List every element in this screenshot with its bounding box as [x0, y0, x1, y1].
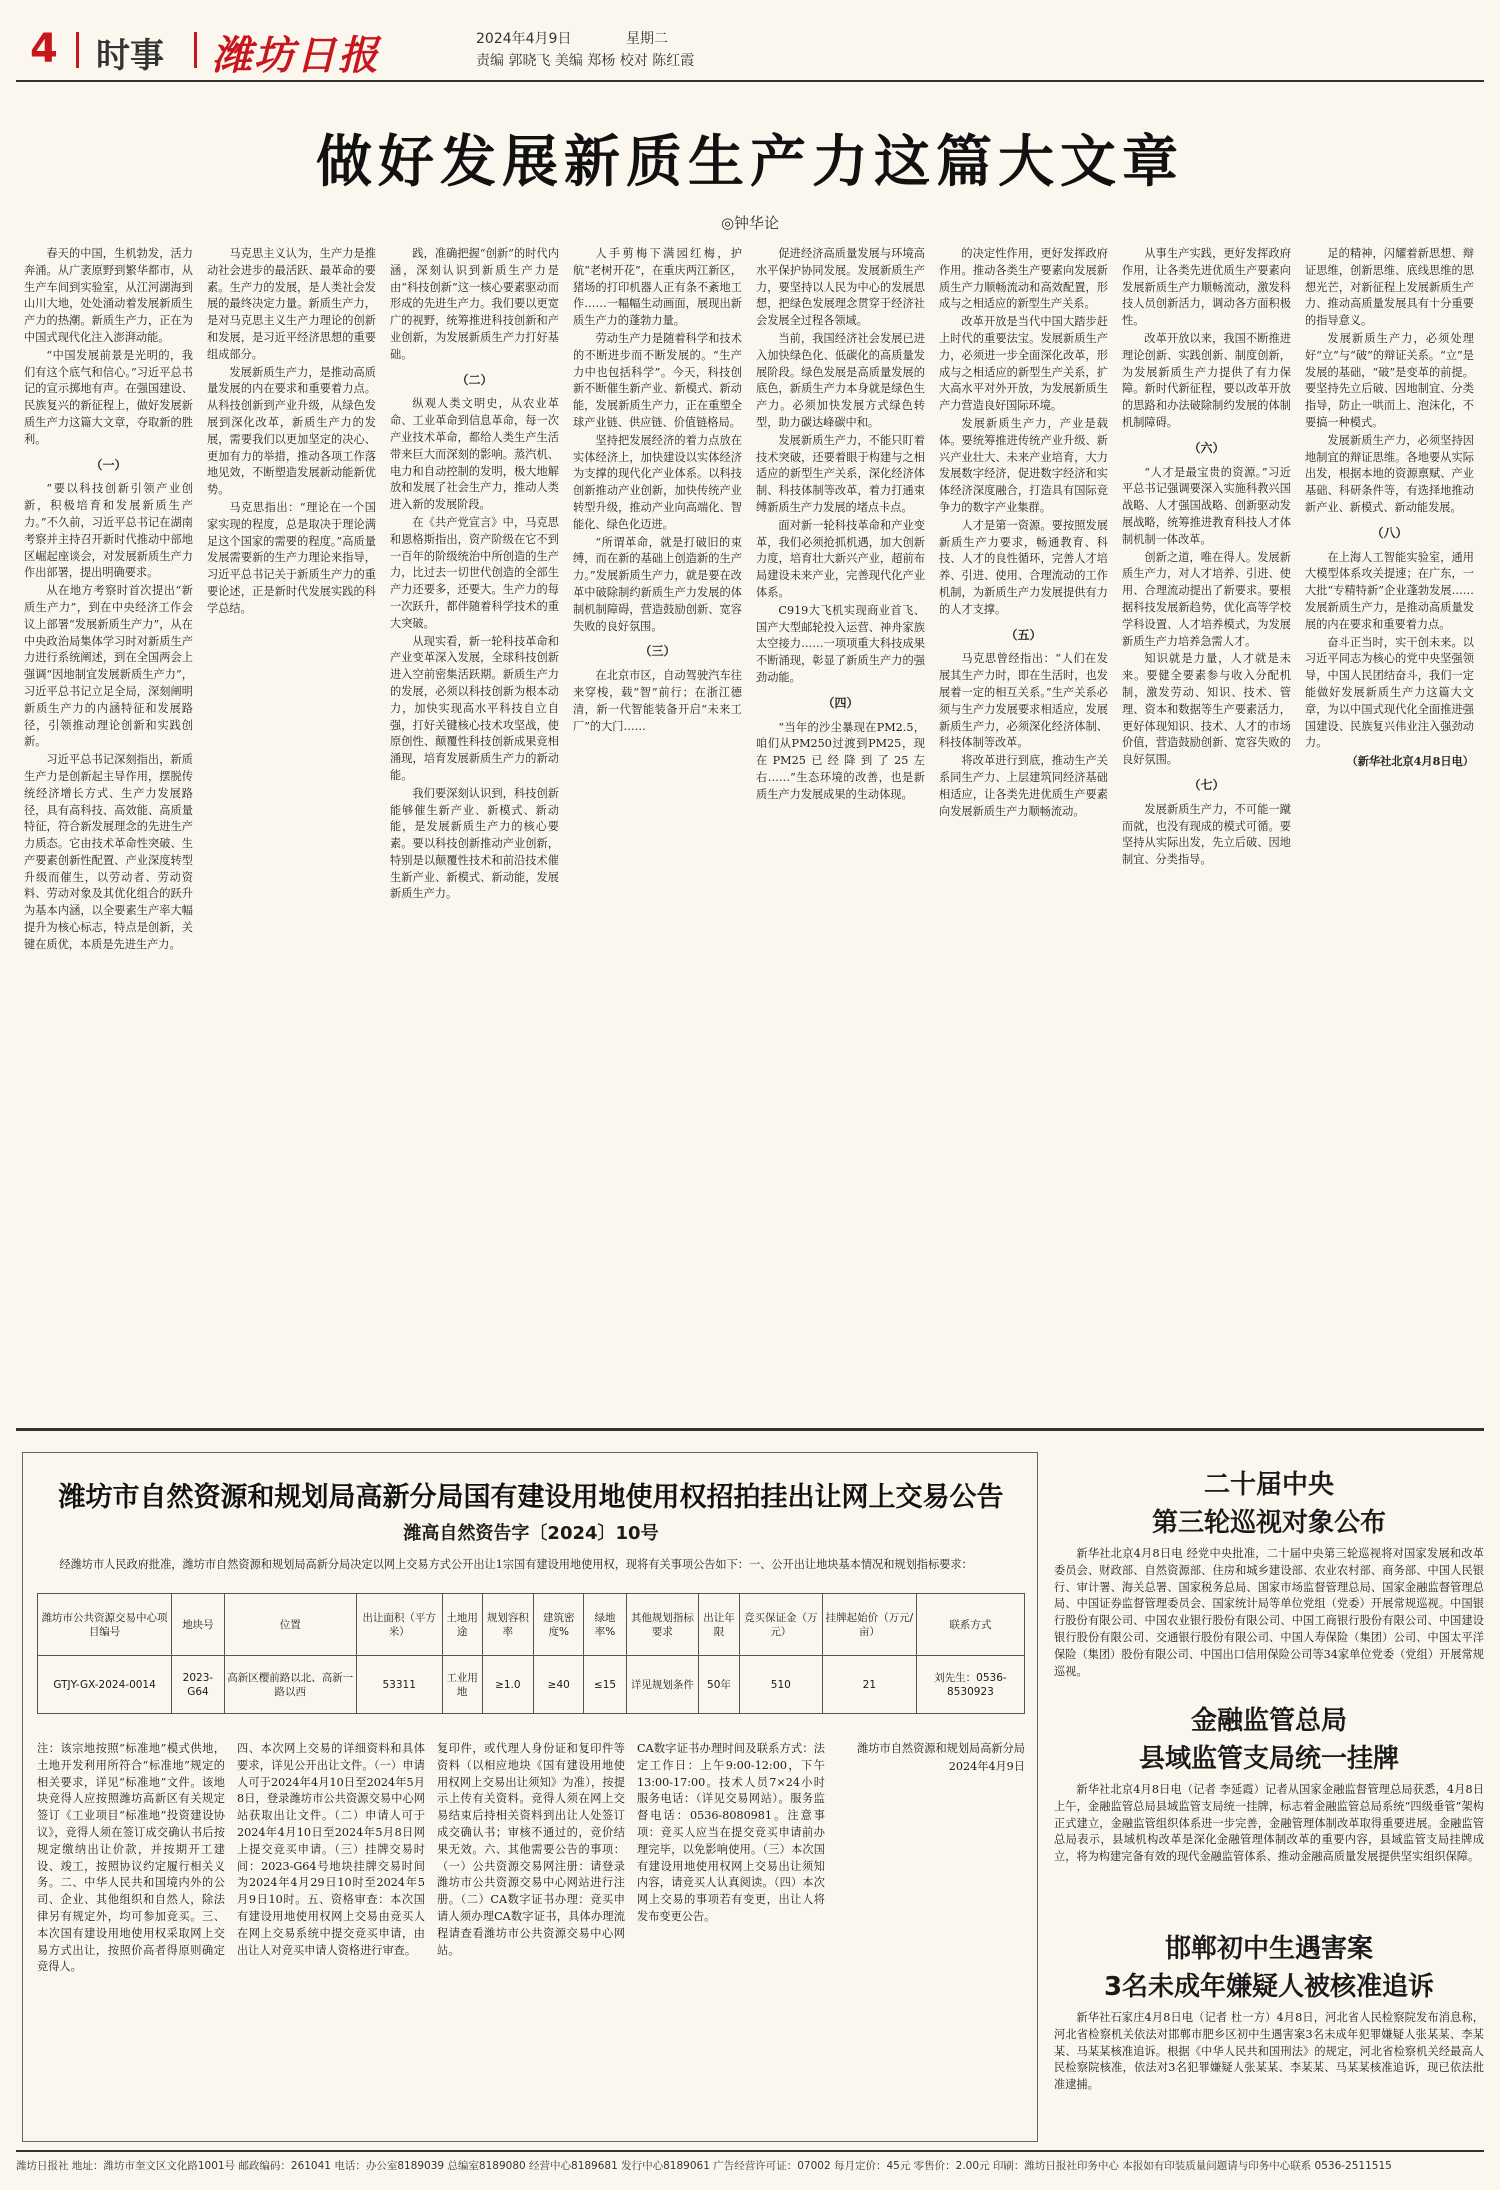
brief-body: 新华社北京4月8日电（记者 李延霞）记者从国家金融监督管理总局获悉，4月8日上午，金融监管总局县域监管支局统一挂牌，标志着金融监管总局系统“四级垂管”架构正式建立，金融监管组织体系进一步完善，金融管理体制改革取得重要进展。金融监管总局表示，县域机构改革是深化金融管理体制改革的重要内容，县域监管支局挂牌成立，将为构建完备有效的现代金融监管体系、推动金融高质量发展提供坚实组织保障。	[1054, 1783, 1484, 1864]
section-name: 时事	[96, 36, 164, 76]
table-header-cell: 土地用途	[442, 1594, 482, 1656]
paragraph: 将改革进行到底，推动生产关系同生产力、上层建筑同经济基础相适应，让各类先进优质生产要素向发展新质生产力顺畅流动。	[939, 754, 1108, 818]
land-auction-notice	[22, 1452, 1038, 2142]
table-header-cell: 位置	[224, 1594, 356, 1656]
paragraph: 践，准确把握“创新”的时代内涵，深刻认识到新质生产力是由“科技创新”这一核心要素驱动而形成的先进生产力。我们要以更宽广的视野，统筹推进科技创新和产业创新，为发展新质生产力打好基础。	[390, 247, 559, 361]
paragraph: 春天的中国，生机勃发，活力奔涌。从广袤原野到繁华都市，从生产车间到实验室，从江河湖海到山川大地，处处涌动着发展新质生产力的热潮。新质生产力，正在为中国式现代化注入澎湃动能。	[24, 247, 193, 344]
paragraph: 复印件，或代理人身份证和复印件等资料（以相应地块《国有建设用地使用权网上交易出让须知》为准），按提示上传有关资料。竞得人须在网上交易结束后持相关资料到出让人处签订成交确认书；审核不通过的，竞价结果无效。六、其他需要公告的事项：（一）公共资源交易网注册：请登录潍坊市公共资源交易中心网站进行注册。（二）CA数字证书办理：竞买申请人须办理CA数字证书，具体办理流程请查看潍坊市公共资源交易中心网站。	[437, 1742, 625, 1957]
paragraph: 发展新质生产力，产业是载体。要统筹推进传统产业升级、新兴产业壮大、未来产业培育，大力发展数字经济，促进数字经济和实体经济深度融合，打造具有国际竞争力的数字产业集群。	[939, 416, 1108, 514]
paragraph: 促进经济高质量发展与环境高水平保护协同发展。发展新质生产力，要坚持以人民为中心的发展思想，把绿色发展理念贯穿于经济社会发展全过程各领域。	[756, 247, 925, 328]
article-column	[1122, 246, 1291, 1418]
section-divider	[16, 1428, 1484, 1431]
section-heading: （七）	[1188, 777, 1225, 792]
table-header-cell: 其他规划指标要求	[626, 1594, 699, 1656]
paragraph: 在上海人工智能实验室，通用大模型体系攻关提速；在广东，一大批“专精特新”企业蓬勃发展……发展新质生产力，是推动高质量发展的内在要求和重要着力点。	[1305, 550, 1474, 631]
table-cell: ≤15	[584, 1656, 626, 1714]
paragraph: 人手剪梅下满园红梅，护航“老树开花”，在重庆两江新区，猪场的打印机器人正有条不紊地工作……一幅幅生动画面，展现出新质生产力的蓬勃力量。	[573, 247, 742, 328]
brief-body: 新华社石家庄4月8日电（记者 杜一方）4月8日，河北省人民检察院发布消息称，河北省检察机关依法对邯郸市肥乡区初中生遇害案3名未成年犯罪嫌疑人张某某、李某某、马某某核准追诉。根据《中华人民共和国刑法》的规定，河北省检察机关经最高人民检察院核准，依法对3名犯罪嫌疑人张某某、李某某、马某某核准追诉，现已依法批准逮捕。	[1054, 2011, 1484, 2092]
masthead	[16, 20, 1484, 82]
footer-rule	[16, 2150, 1484, 2152]
section-heading: （六）	[1188, 440, 1225, 455]
table-cell: 21	[822, 1656, 916, 1714]
news-briefs	[1054, 1452, 1484, 2142]
section-heading: （四）	[822, 695, 859, 710]
notice-date: 2024年4月9日	[948, 1759, 1025, 1773]
page-number: 4	[30, 26, 58, 72]
table-cell: 53311	[356, 1656, 442, 1714]
article-column	[573, 246, 742, 1418]
notice-column	[237, 1741, 425, 2131]
paragraph: 习近平总书记深刻指出，新质生产力是创新起主导作用，摆脱传统经济增长方式、生产力发展路径，具有高科技、高效能、高质量特征，符合新发展理念的先进生产力质态。它由技术革命性突破、生产要素创新性配置、产业深度转型升级而催生，以劳动者、劳动资料、劳动对象及其优化组合的跃升为基本内涵，以全要素生产率大幅提升为核心标志，特点是创新，关键在质优，本质是先进生产力。	[24, 753, 193, 951]
paragraph: 从现实看，新一轮科技革命和产业变革深入发展，全球科技创新进入空前密集活跃期。新质生产力的发展，必须以科技创新为根本动力，加快实现高水平科技自立自强，打好关键核心技术攻坚战，使原创性、颠覆性科技创新成果竞相涌现，培育发展新质生产力的新动能。	[390, 634, 559, 782]
parcel-table	[37, 1593, 1025, 1714]
table-cell: GTJY-GX-2024-0014	[38, 1656, 172, 1714]
masthead-rule	[16, 80, 1484, 82]
masthead-divider	[194, 32, 197, 68]
notice-column	[837, 1741, 1025, 2131]
brief-headline: 二十届中央	[1203, 1470, 1334, 1500]
paragraph: 在北京市区，自动驾驶汽车往来穿梭，载“智”前行；在浙江德清，新一代智能装备开启“未来工厂”的大门……	[573, 669, 742, 733]
table-cell: 详见规划条件	[626, 1656, 699, 1714]
paragraph: 发展新质生产力，不能只盯着技术突破，还要着眼于构建与之相适应的新型生产关系，深化经济体制、科技体制等改革，着力打通束缚新质生产力发展的堵点卡点。	[756, 433, 925, 514]
paragraph: C919大飞机实现商业首飞、国产大型邮轮投入运营、神舟家族太空接力……一项项重大科技成果不断涌现，彰显了新质生产力的强劲动能。	[756, 603, 925, 684]
section-heading: （五）	[1005, 627, 1042, 642]
paragraph: 改革开放以来，我国不断推进理论创新、实践创新、制度创新，为发展新质生产力提供了有力保障。新时代新征程，要以改革开放的思路和办法破除制约发展的体制机制障碍。	[1122, 331, 1291, 429]
notice-signature: 潍坊市自然资源和规划局高新分局	[857, 1742, 1025, 1755]
paragraph: “所谓革命，就是打破旧的束缚，而在新的基础上创造新的生产力。”发展新质生产力，就是要在改革中破除制约新质生产力发展的体制机制障碍，营造鼓励创新、宽容失败的良好氛围。	[573, 535, 742, 633]
paragraph: 奋斗正当时，实干创未来。以习近平同志为核心的党中央坚强领导，中国人民团结奋斗，我们一定能做好发展新质生产力这篇大文章，为以中国式现代化全面推进强国建设、民族复兴伟业注入强劲动力。	[1305, 635, 1474, 750]
table-header-row	[38, 1594, 1025, 1656]
paragraph: 创新之道，唯在得人。发展新质生产力，对人才培养、引进、使用、合理流动提出了新要求。要根据科技发展新趋势，优化高等学校学科设置、人才培养模式，为发展新质生产力培养急需人才。	[1122, 550, 1291, 648]
section-heading: （一）	[90, 457, 127, 472]
table-cell: 工业用地	[442, 1656, 482, 1714]
paragraph: 四、本次网上交易的详细资料和具体要求，详见公开出让文件。（一）申请人可于2024年4月10日至2024年5月8日，登录潍坊市公共资源交易中心网站获取出让文件。（二）申请人可于2024年4月10日至2024年5月8日网上提交竞买申请。（三）挂牌交易时间：2023-G64号地块挂牌交易时间为2024年4月29日10时至2024年5月9日10时。五、资格审查：本次国有建设用地使用权网上交易由竞买人在网上交易系统中提交竞买申请，由出让人对竞买申请人资格进行审查。	[237, 1742, 425, 1957]
issue-weekday: 星期二	[626, 31, 668, 47]
notice-title: 潍坊市自然资源和规划局高新分局国有建设用地使用权招拍挂出让网上交易公告	[58, 1482, 1004, 1513]
notice-intro: 经潍坊市人民政府批准，潍坊市自然资源和规划局高新分局决定以网上交易方式公开出让1宗国有建设用地使用权，现将有关事项公告如下：一、公开出让地块基本情况和规划指标要求：	[59, 1558, 973, 1571]
section-heading: （二）	[456, 372, 493, 387]
paragraph: 马克思指出：“理论在一个国家实现的程度，总是取决于理论满足这个国家的需要的程度。”高质量发展需要新的生产力理论来指导，习近平总书记关于新质生产力的重要论述，正是新时代发展实践的科学总结。	[207, 500, 376, 615]
notice-column	[637, 1741, 825, 2131]
table-cell: 50年	[699, 1656, 740, 1714]
paragraph: 纵观人类文明史，从农业革命、工业革命到信息革命，每一次产业技术革命，都给人类生产生活带来巨大而深刻的影响。蒸汽机、电力和自动控制的发明，极大地解放和发展了社会生产力，推动人类进入新的发展阶段。	[390, 397, 559, 512]
table-header-cell: 竞买保证金（万元）	[739, 1594, 822, 1656]
article-column	[1305, 246, 1474, 1418]
paragraph: “要以科技创新引领产业创新，积极培育和发展新质生产力。”不久前，习近平总书记在湖南考察并主持召开新时代推动中部地区崛起座谈会，对发展新质生产力作出部署，提出明确要求。	[24, 482, 193, 580]
brief-headline: 3名未成年嫌疑人被核准追诉	[1103, 1972, 1435, 2002]
article-byline: ◎钟华论	[720, 214, 780, 232]
masthead-divider	[76, 32, 79, 68]
table-header-cell: 规划容积率	[482, 1594, 533, 1656]
paragraph: 马克思曾经指出：“人们在发展其生产力时，即在生活时，也发展着一定的相互关系。”生产关系必须与生产力发展要求相适应，发展新质生产力，必须深化经济体制、科技体制等改革。	[939, 652, 1108, 750]
paragraph: 劳动生产力是随着科学和技术的不断进步而不断发展的。“生产力中也包括科学”。今天，科技创新不断催生新产业、新模式、新动能，发展新质生产力，正在重塑全球产业链、供应链、价值链格局。	[573, 331, 742, 429]
table-header-cell: 出让面积（平方米）	[356, 1594, 442, 1656]
paragraph: 发展新质生产力，必须坚持因地制宜的辩证思维。各地要从实际出发，根据本地的资源禀赋、产业基础、科研条件等，有选择地推动新产业、新模式、新动能发展。	[1305, 433, 1474, 514]
table-cell: ≥40	[534, 1656, 584, 1714]
table-header-cell: 地块号	[172, 1594, 225, 1656]
paragraph: 从事生产实践，更好发挥政府作用，让各类先进优质生产要素向发展新质生产力顺畅流动，激发科技人员创新活力，调动各方面积极性。	[1122, 247, 1291, 328]
brief-headline: 金融监管总局	[1190, 1706, 1347, 1736]
paragraph: 知识就是力量，人才就是未来。要健全要素参与收入分配机制，激发劳动、知识、技术、管理、资本和数据等生产要素活力，更好体现知识、技术、人才的市场价值，营造鼓励创新、宽容失败的良好氛围。	[1122, 652, 1291, 767]
paragraph: 注：该宗地按照“标准地”模式供地，土地开发利用所符合“标准地”规定的相关要求，详见“标准地”文件。该地块竞得人应按照潍坊高新区有关规定签订《工业项目“标准地”投资建设协议》，竞得人须在签订成交确认书后按规定缴纳出让价款，并按期开工建设、竣工，按照协议约定履行相关义务。二、中华人民共和国境内外的公司、企业、其他组织和自然人，除法律另有规定外，均可参加竞买。三、本次国有建设用地使用权采取网上交易方式出让，按照价高者得原则确定竞得人。	[37, 1742, 225, 1974]
paragraph: “当年的沙尘暴现在PM2.5，咱们从PM250过渡到PM25，现在PM25已经降到了25左右……”生态环境的改善，也是新质生产力发展成果的生动体现。	[756, 720, 925, 801]
table-cell: 510	[739, 1656, 822, 1714]
paragraph: 发展新质生产力，必须处理好“立”与“破”的辩证关系。“立”是发展的基础，“破”是变革的前提。要坚持先立后破、因地制宜、分类指导，防止一哄而上、泡沫化，不要搞一种模式。	[1305, 331, 1474, 429]
paragraph: 坚持把发展经济的着力点放在实体经济上，加快建设以实体经济为支撑的现代化产业体系。以科技创新推动产业创新，加快传统产业转型升级，推动产业向高端化、智能化、绿色化迈进。	[573, 433, 742, 531]
notice-body	[37, 1741, 1027, 2131]
table-header-cell: 联系方式	[916, 1594, 1024, 1656]
table-cell: 2023-G64	[172, 1656, 225, 1714]
article-column	[756, 246, 925, 1418]
paragraph: 在《共产党宣言》中，马克思和恩格斯指出，资产阶级在它不到一百年的阶级统治中所创造的生产力，比过去一切世代创造的全部生产力还要多，还要大。生产力的每一次跃升，都伴随着科学技术的重大突破。	[390, 515, 559, 630]
paragraph: “中国发展前景是光明的，我们有这个底气和信心。”习近平总书记的宣示掷地有声。在强国建设、民族复兴的新征程上，做好发展新质生产力这篇大文章，夺取新的胜利。	[24, 348, 193, 446]
brief-headline: 第三轮巡视对象公布	[1151, 1508, 1386, 1538]
notice-document-number: 潍高自然资告字〔2024〕10号	[403, 1523, 659, 1544]
paragraph: 面对新一轮科技革命和产业变革，我们必须抢抓机遇，加大创新力度，培育壮大新兴产业，超前布局建设未来产业，完善现代化产业体系。	[756, 518, 925, 599]
table-row	[38, 1656, 1025, 1714]
brief-headline: 邯郸初中生遇害案	[1164, 1934, 1373, 1964]
table-cell: ≥1.0	[482, 1656, 533, 1714]
paragraph: 马克思主义认为，生产力是推动社会进步的最活跃、最革命的要素。生产力的发展，是人类社会发展的最终决定力量。新质生产力，是对马克思主义生产力理论的创新和发展，是习近平经济思想的重要组成部分。	[207, 247, 376, 361]
section-heading: （三）	[639, 644, 676, 659]
table-cell: 刘先生：0536-8530923	[916, 1656, 1024, 1714]
article-body	[24, 246, 1476, 1418]
table-cell: 高新区樱前路以北、高新一路以西	[224, 1656, 356, 1714]
brief-body: 新华社北京4月8日电 经党中央批准，二十届中央第三轮巡视将对国家发展和改革委员会、财政部、自然资源部、住房和城乡建设部、农业农村部、商务部、中国人民银行、审计署、海关总署、国家税务总局、国家市场监督管理总局、国家金融监督管理总局、中国证券监督管理委员会、国家统计局等单位党组（党委）开展常规巡视。中国银行股份有限公司、中国农业银行股份有限公司、中国工商银行股份有限公司、中国建设银行股份有限公司、交通银行股份有限公司、中国人寿保险（集团）公司、中国太平洋保险（集团）股份有限公司、中国出口信用保险公司等34家单位党委（党组）开展常规巡视。	[1054, 1547, 1484, 1678]
paragraph: CA数字证书办理时间及联系方式：法定工作日：上午9:00-12:00，下午13:00-17:00。技术人员7×24小时服务电话：（详见交易网站）。服务监督电话：0536-8080981。注意事项：竞买人应当在提交竞买申请前办理完毕，以免影响使用。（三）本次国有建设用地使用权网上交易出让须知内容，请竞买人认真阅读。（四）本次网上交易的事项若有变更，出让人将发布变更公告。	[637, 1742, 825, 1923]
table-header-cell: 潍坊市公共资源交易中心项目编号	[38, 1594, 172, 1656]
publication-footer: 潍坊日报社 地址：潍坊市奎文区文化路1001号 邮政编码：261041 电话：办公室8189039 总编室8189080 经营中心8189681 发行中心8189061 广告经营许可证：07002 每月定价：45元 零售价：2.00元 印刷：潍坊日报社印务中心 本报如有印装质量问题请与印务中心联系 0536-2511515	[16, 2160, 1392, 2172]
newspaper-logo: 潍坊日报	[212, 32, 380, 79]
article-column	[939, 246, 1108, 1418]
issue-date: 2024年4月9日	[476, 31, 572, 47]
article-column	[24, 246, 193, 1418]
paragraph: 从在地方考察时首次提出“新质生产力”，到在中央经济工作会议上部署“发展新质生产力”，从在中央政治局集体学习时对新质生产力进行系统阐述，到在全国两会上强调“因地制宜发展新质生产力”，习近平总书记立足全局，深刻阐明新质生产力的内涵特征和发展路径，引领推动理论创新和实践创新。	[24, 584, 193, 749]
brief-headline: 县域监管支局统一挂牌	[1138, 1744, 1399, 1774]
paragraph: 发展新质生产力，不可能一蹴而就，也没有现成的模式可循。要坚持从实际出发，先立后破、因地制宜、分类指导。	[1122, 802, 1291, 867]
article-dateline: （新华社北京4月8日电）	[1346, 754, 1474, 769]
paragraph: 足的精神，闪耀着新思想、辩证思维，创新思维、底线思维的思想光芒，对新征程上发展新质生产力、推动高质量发展具有十分重要的指导意义。	[1305, 247, 1474, 328]
paragraph: 改革开放是当代中国大踏步赶上时代的重要法宝。发展新质生产力，必须进一步全面深化改革，形成与之相适应的新型生产关系，扩大高水平对外开放，为发展新质生产力营造良好国际环境。	[939, 315, 1108, 413]
paragraph: 我们要深刻认识到，科技创新能够催生新产业、新模式、新动能，是发展新质生产力的核心要素。要以科技创新推动产业创新，特别是以颠覆性技术和前沿技术催生新产业、新模式、新动能，发展新质生产力。	[390, 786, 559, 901]
paragraph: “人才是最宝贵的资源。”习近平总书记强调要深入实施科教兴国战略、人才强国战略、创新驱动发展战略，统筹推进教育科技人才体制机制一体改革。	[1122, 465, 1291, 546]
article-column	[390, 246, 559, 1418]
article-headline: 做好发展新质生产力这篇大文章	[316, 129, 1184, 195]
notice-column	[437, 1741, 625, 2131]
section-heading: （八）	[1371, 525, 1408, 540]
paragraph: 发展新质生产力，是推动高质量发展的内在要求和重要着力点。从科技创新到产业升级，从绿色发展到深化改革，新质生产力的发展，需要我们以更加坚定的决心、更加有力的举措，推动各项工作落地见效，不断塑造发展新动能新优势。	[207, 365, 376, 497]
notice-column	[37, 1741, 225, 2131]
article-column	[207, 246, 376, 1418]
table-header-cell: 出让年限	[699, 1594, 740, 1656]
paragraph: 的决定性作用，更好发挥政府作用。推动各类生产要素向发展新质生产力顺畅流动和高效配置，形成与之相适应的新型生产关系。	[939, 247, 1108, 311]
table-header-cell: 挂牌起始价（万元/亩）	[822, 1594, 916, 1656]
paragraph: 人才是第一资源。要按照发展新质生产力要求，畅通教育、科技、人才的良性循环，完善人才培养、引进、使用、合理流动的工作机制，为新质生产力发展提供有力的人才支撑。	[939, 518, 1108, 616]
table-header-cell: 建筑密度%	[534, 1594, 584, 1656]
editor-credits: 责编 郭晓飞 美编 郑杨 校对 陈红霞	[476, 53, 695, 69]
paragraph: 当前，我国经济社会发展已进入加快绿色化、低碳化的高质量发展阶段。绿色发展是高质量发展的底色，新质生产力本身就是绿色生产力。必须加快发展方式绿色转型，助力碳达峰碳中和。	[756, 331, 925, 429]
table-header-cell: 绿地率%	[584, 1594, 626, 1656]
